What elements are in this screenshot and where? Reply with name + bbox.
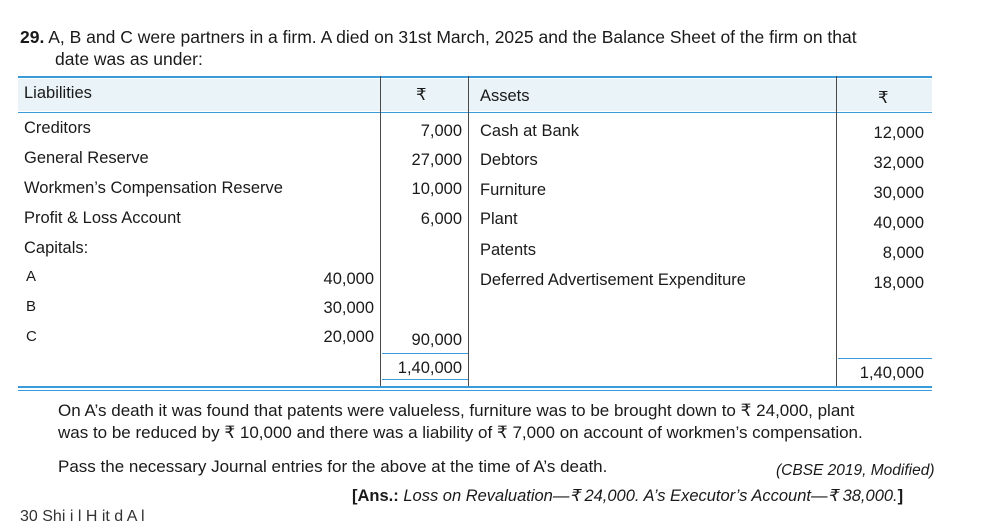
liability-label: Creditors [24,119,91,137]
asset-amount: 32,000 [873,154,924,172]
asset-amount: 30,000 [873,184,924,202]
answer-line [352,486,903,506]
capital-partner: C [26,328,37,345]
assets-total: 1,40,000 [859,364,924,382]
liability-label: Workmen’s Compensation Reserve [24,179,283,197]
question-number: 29. [20,27,45,47]
asset-label: Debtors [480,151,538,169]
divider-asset-amount [836,76,837,386]
asset-amount: 40,000 [873,214,924,232]
divider-liab-assets [468,76,469,386]
capital-partner: A [26,268,37,285]
table-bottom-rule-2 [18,390,932,391]
next-question-fragment: 30 Shi i l H it d A l [20,508,145,525]
capital-amount: 30,000 [323,299,374,317]
asset-label: Deferred Advertisement Expenditure [480,271,746,289]
question-line-1: A, B and C were partners in a firm. A died on 31st March, 2025 and the Balance Sheet of the firm on that [48,27,857,47]
question-line-2: date was as under: [55,49,203,69]
liability-label: General Reserve [24,149,149,167]
table-header-band [18,79,932,111]
liability-amount: 10,000 [411,180,462,198]
source-citation: (CBSE 2019, Modified) [776,462,935,479]
question-text [20,26,950,48]
header-bottom-rule [18,112,932,113]
table-bottom-rule [18,386,932,388]
note-line-1: On A’s death it was found that patents were valueless, furniture was to be brought down to ₹ 24,000, plant [58,401,855,420]
assets-currency-header: ₹ [878,89,889,107]
answer-prefix: [Ans.: [352,487,399,505]
liability-amount: 7,000 [420,122,462,140]
liabilities-total-rule [382,353,468,354]
liabilities-header: Liabilities [24,84,92,102]
liability-label: Profit & Loss Account [24,209,181,227]
liability-amount: 6,000 [420,210,462,228]
liability-amount: 27,000 [411,151,462,169]
capitals-total: 90,000 [411,331,462,349]
liabilities-total: 1,40,000 [397,359,462,377]
asset-amount: 12,000 [873,124,924,142]
note-line-2: was to be reduced by ₹ 10,000 and there was a liability of ₹ 7,000 on account of workmen’s compensation. [58,423,863,442]
liabilities-currency-header: ₹ [416,86,427,104]
asset-label: Plant [480,210,518,228]
note-line-3: Pass the necessary Journal entries for the above at the time of A’s death. [58,457,608,476]
asset-amount: 18,000 [873,274,924,292]
asset-label: Patents [480,241,536,259]
asset-amount: 8,000 [882,244,924,262]
liability-label: Capitals: [24,239,89,257]
answer-suffix: ] [897,487,904,505]
table-top-rule [18,76,932,78]
assets-header: Assets [480,87,530,105]
balance-sheet-table [18,76,932,391]
capital-amount: 20,000 [323,328,374,346]
capital-partner: B [26,298,37,315]
asset-label: Cash at Bank [480,122,580,140]
answer-text: Loss on Revaluation—₹ 24,000. A’s Executor’s Account—₹ 38,000. [403,487,898,505]
liabilities-total-underline [382,379,468,380]
capital-amount: 40,000 [323,270,374,288]
assets-total-rule [838,358,932,359]
asset-label: Furniture [480,181,547,199]
